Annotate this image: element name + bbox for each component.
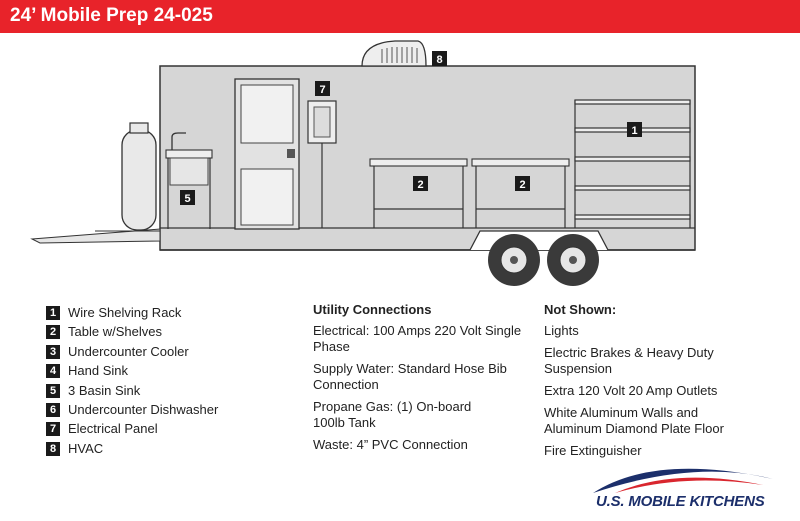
brand-name-prefix: U.S. (596, 493, 629, 510)
legend-label: Undercounter Dishwasher (68, 401, 219, 417)
svg-text:5: 5 (184, 193, 191, 205)
page-header (0, 0, 800, 33)
legend-label: Hand Sink (68, 363, 128, 379)
not-shown-entry: White Aluminum Walls and Aluminum Diamond Plate Floor (544, 405, 724, 436)
utility-entry: Propane Gas: (1) On-board 100lb Tank (313, 399, 472, 430)
not-shown-heading: Not Shown: (544, 302, 617, 317)
legend-label: 3 Basin Sink (68, 382, 141, 398)
trailer-door (235, 79, 299, 229)
callout-7 (315, 81, 330, 96)
legend-number: 6 (46, 403, 60, 417)
not-shown-entry: Lights (544, 323, 579, 338)
utility-entry: Electrical: 100 Amps 220 Volt Single Phase (313, 323, 522, 354)
svg-text:1: 1 (631, 125, 638, 137)
not-shown-entry: Extra 120 Volt 20 Amp Outlets (544, 383, 718, 398)
trailer-hitch (32, 229, 160, 243)
wheel-assembly (470, 231, 608, 286)
not-shown-list (544, 302, 774, 465)
callout-8 (432, 51, 447, 66)
brand-name-main: MOBILE KITCHENS (628, 493, 765, 510)
legend-label: HVAC (68, 440, 104, 456)
utility-heading: Utility Connections (313, 302, 432, 317)
legend-label: Wire Shelving Rack (68, 305, 182, 320)
callout-2-right (515, 176, 530, 191)
utility-connections (313, 302, 533, 459)
legend-label: Electrical Panel (68, 421, 158, 437)
brand-logo (596, 493, 765, 510)
legend-number: 4 (46, 364, 60, 378)
not-shown-entry: Fire Extinguisher (544, 443, 642, 458)
legend-number: 8 (46, 442, 60, 456)
legend-number: 7 (46, 422, 60, 436)
legend-label: Undercounter Cooler (68, 343, 189, 359)
legend-number: 1 (46, 306, 60, 320)
page-title: 24’ Mobile Prep 24-025 (10, 5, 213, 26)
propane-tank (122, 123, 156, 230)
utility-entry: Supply Water: Standard Hose Bib Connection (313, 361, 507, 392)
utility-entry: Waste: 4” PVC Connection (313, 437, 468, 452)
legend-number: 3 (46, 345, 60, 359)
callout-1 (627, 122, 642, 137)
callout-2-left (413, 176, 428, 191)
trailer-diagram (0, 33, 800, 293)
brand-swoosh-icon (585, 455, 785, 495)
not-shown-entry: Electric Brakes & Heavy Duty Suspension (544, 345, 714, 376)
svg-text:7: 7 (319, 84, 326, 96)
hvac-unit (362, 41, 426, 66)
svg-text:2: 2 (417, 179, 424, 191)
svg-text:2: 2 (519, 179, 526, 191)
callout-5 (180, 190, 195, 205)
legend-number: 2 (46, 325, 60, 339)
legend-label: Table w/Shelves (68, 324, 162, 340)
legend-number: 5 (46, 384, 60, 398)
svg-text:8: 8 (436, 54, 443, 66)
